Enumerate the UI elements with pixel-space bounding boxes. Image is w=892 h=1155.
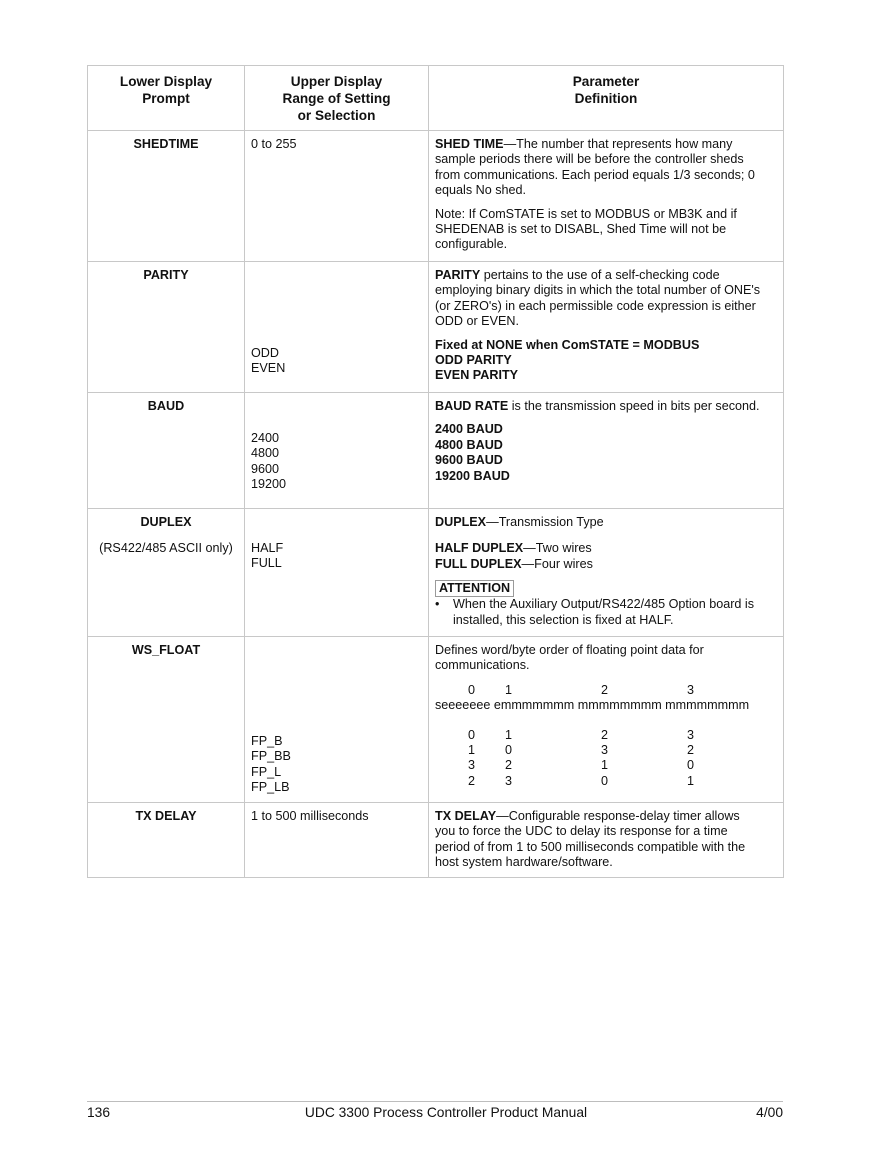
range-duplex xyxy=(245,509,429,637)
option-fp-b: FP_B xyxy=(251,734,283,748)
half-text: —Two wires xyxy=(523,541,592,556)
header-lower-display-prompt xyxy=(88,66,245,131)
header-parameter-definition xyxy=(429,66,784,131)
header-row xyxy=(88,66,784,131)
page-number: 136 xyxy=(87,1105,111,1120)
order-value: 1 xyxy=(601,758,609,773)
definition-baud xyxy=(429,393,784,509)
table-row-parity xyxy=(88,262,784,393)
manual-title: UDC 3300 Process Controller Product Manual xyxy=(304,1105,588,1120)
definition-ws-float xyxy=(429,637,784,803)
bullet-line: When the Auxiliary Output/RS422/485 Option board is xyxy=(453,597,755,612)
option-full: FULL xyxy=(251,556,282,571)
option-19200: 19200 xyxy=(251,477,287,492)
def-line xyxy=(435,809,777,824)
byte-index: 2 xyxy=(601,682,609,697)
def-term: BAUD RATE xyxy=(435,399,509,413)
def-line: ODD or EVEN. xyxy=(435,314,519,329)
parameter-table xyxy=(87,65,784,878)
def-line: host system hardware/software. xyxy=(435,855,613,870)
order-value: 2 xyxy=(687,743,695,758)
prompt-shedtime: SHEDTIME xyxy=(88,131,245,262)
choice-4800: 4800 BAUD xyxy=(435,437,503,452)
definition-parity xyxy=(429,262,784,393)
def-line xyxy=(435,137,777,152)
choice-none: Fixed at NONE when ComSTATE = MODBUS xyxy=(435,337,700,352)
header-upper-display-range xyxy=(245,66,429,131)
byte-index: 0 xyxy=(468,682,476,697)
table-row-shedtime xyxy=(88,131,784,262)
def-term: PARITY xyxy=(435,268,481,282)
prompt-note: (RS422/485 ASCII only) xyxy=(99,541,233,556)
table-row-ws-float xyxy=(88,637,784,803)
table-row-baud xyxy=(88,393,784,509)
header-text: Lower Display xyxy=(119,74,213,89)
note-line: SHEDENAB is set to DISABL, Shed Time will not be xyxy=(435,222,727,237)
full-line xyxy=(435,557,777,572)
option-odd: ODD xyxy=(251,346,279,360)
choice-9600: 9600 BAUD xyxy=(435,453,503,468)
range-baud xyxy=(245,393,429,509)
option-half: HALF xyxy=(251,541,284,555)
option-2400: 2400 xyxy=(251,431,280,445)
table-row-duplex xyxy=(88,509,784,637)
choice-19200: 19200 BAUD xyxy=(435,468,510,483)
choice-2400: 2400 BAUD xyxy=(435,422,503,437)
order-value: 0 xyxy=(601,773,609,788)
order-value: 3 xyxy=(687,727,695,742)
header-text: Range of Setting xyxy=(282,91,391,106)
footer-divider xyxy=(87,1101,783,1102)
def-text: —Transmission Type xyxy=(486,515,604,529)
order-value: 0 xyxy=(505,743,513,758)
attention-bullet xyxy=(435,597,777,628)
order-row-fp-lb xyxy=(435,774,777,789)
order-row-fp-bb xyxy=(435,743,777,758)
option-9600: 9600 xyxy=(251,461,280,476)
def-line: employing binary digits in which the total number of ONE's xyxy=(435,283,761,298)
option-even: EVEN xyxy=(251,361,286,376)
def-line xyxy=(435,515,777,530)
def-line: period of from 1 to 500 milliseconds compatible with the xyxy=(435,839,746,854)
def-line xyxy=(435,399,777,414)
header-text: Definition xyxy=(574,91,638,106)
order-value: 1 xyxy=(468,743,476,758)
def-text: —The number that represents how many xyxy=(503,137,733,151)
def-line: equals No shed. xyxy=(435,183,527,198)
order-value: 3 xyxy=(505,773,513,788)
header-text: Upper Display xyxy=(290,74,383,89)
def-term: SHED TIME xyxy=(435,137,504,151)
option-4800: 4800 xyxy=(251,446,280,461)
def-term: TX DELAY xyxy=(435,809,497,823)
half-line xyxy=(435,541,777,556)
order-value: 0 xyxy=(468,727,476,742)
def-line: sample periods there will be before the controller sheds xyxy=(435,152,744,167)
header-text: or Selection xyxy=(297,108,376,123)
def-line: you to force the UDC to delay its response for a time xyxy=(435,824,728,839)
order-row-fp-l xyxy=(435,758,777,773)
def-term: DUPLEX xyxy=(435,515,487,529)
def-line xyxy=(435,268,777,283)
prompt-baud: BAUD xyxy=(88,393,245,509)
option-fp-lb: FP_LB xyxy=(251,780,290,795)
range-shedtime: 0 to 255 xyxy=(245,131,429,262)
half-term: HALF DUPLEX xyxy=(435,541,524,556)
bullet-line: installed, this selection is fixed at HALF. xyxy=(453,612,674,627)
def-text: —Configurable response-delay timer allows xyxy=(496,809,740,823)
order-value: 1 xyxy=(687,773,695,788)
def-line: from communications. Each period equals 1/3 seconds; 0 xyxy=(435,167,755,182)
prompt-parity: PARITY xyxy=(88,262,245,393)
prompt-duplex xyxy=(88,509,245,637)
def-line: communications. xyxy=(435,658,530,673)
order-value: 2 xyxy=(601,727,609,742)
header-text: Parameter xyxy=(572,74,640,89)
order-value: 2 xyxy=(505,758,513,773)
order-value: 3 xyxy=(601,743,609,758)
note-line: configurable. xyxy=(435,237,508,252)
definition-shedtime xyxy=(429,131,784,262)
choice-even: EVEN PARITY xyxy=(435,368,519,383)
def-line: Defines word/byte order of floating point data for xyxy=(435,643,704,657)
choice-odd: ODD PARITY xyxy=(435,353,512,368)
bullet-icon: • xyxy=(435,597,440,612)
def-text: is the transmission speed in bits per second. xyxy=(508,399,760,413)
byte-index: 3 xyxy=(687,682,695,697)
note-line: Note: If ComSTATE is set to MODBUS or MB3K and if xyxy=(435,206,737,221)
revision-date: 4/00 xyxy=(756,1105,783,1120)
order-value: 3 xyxy=(468,758,476,773)
attention-label: ATTENTION xyxy=(435,580,514,597)
prompt-tx-delay: TX DELAY xyxy=(88,803,245,878)
full-term: FULL DUPLEX xyxy=(435,556,522,571)
range-tx-delay: 1 to 500 milliseconds xyxy=(245,803,429,878)
order-value: 2 xyxy=(468,773,476,788)
option-fp-bb: FP_BB xyxy=(251,749,291,764)
order-value: 1 xyxy=(505,727,513,742)
header-text: Prompt xyxy=(142,91,190,106)
prompt-text: DUPLEX xyxy=(140,515,192,529)
byte-header-row xyxy=(435,683,777,698)
option-fp-l: FP_L xyxy=(251,764,282,779)
byte-index: 1 xyxy=(505,682,513,697)
byte-fields: seeeeeee emmmmmmm mmmmmmmm mmmmmmmm xyxy=(435,698,750,713)
range-parity xyxy=(245,262,429,393)
order-value: 0 xyxy=(687,758,695,773)
prompt-ws-float: WS_FLOAT xyxy=(88,637,245,803)
order-row-fp-b xyxy=(435,728,777,743)
def-text: pertains to the use of a self-checking code xyxy=(480,268,720,282)
bullet-text xyxy=(453,597,754,628)
full-text: —Four wires xyxy=(521,556,593,571)
def-line: (or ZERO's) in each permissible code expression is either xyxy=(435,298,756,313)
table-row-tx-delay xyxy=(88,803,784,878)
definition-duplex xyxy=(429,509,784,637)
definition-tx-delay xyxy=(429,803,784,878)
range-ws-float xyxy=(245,637,429,803)
